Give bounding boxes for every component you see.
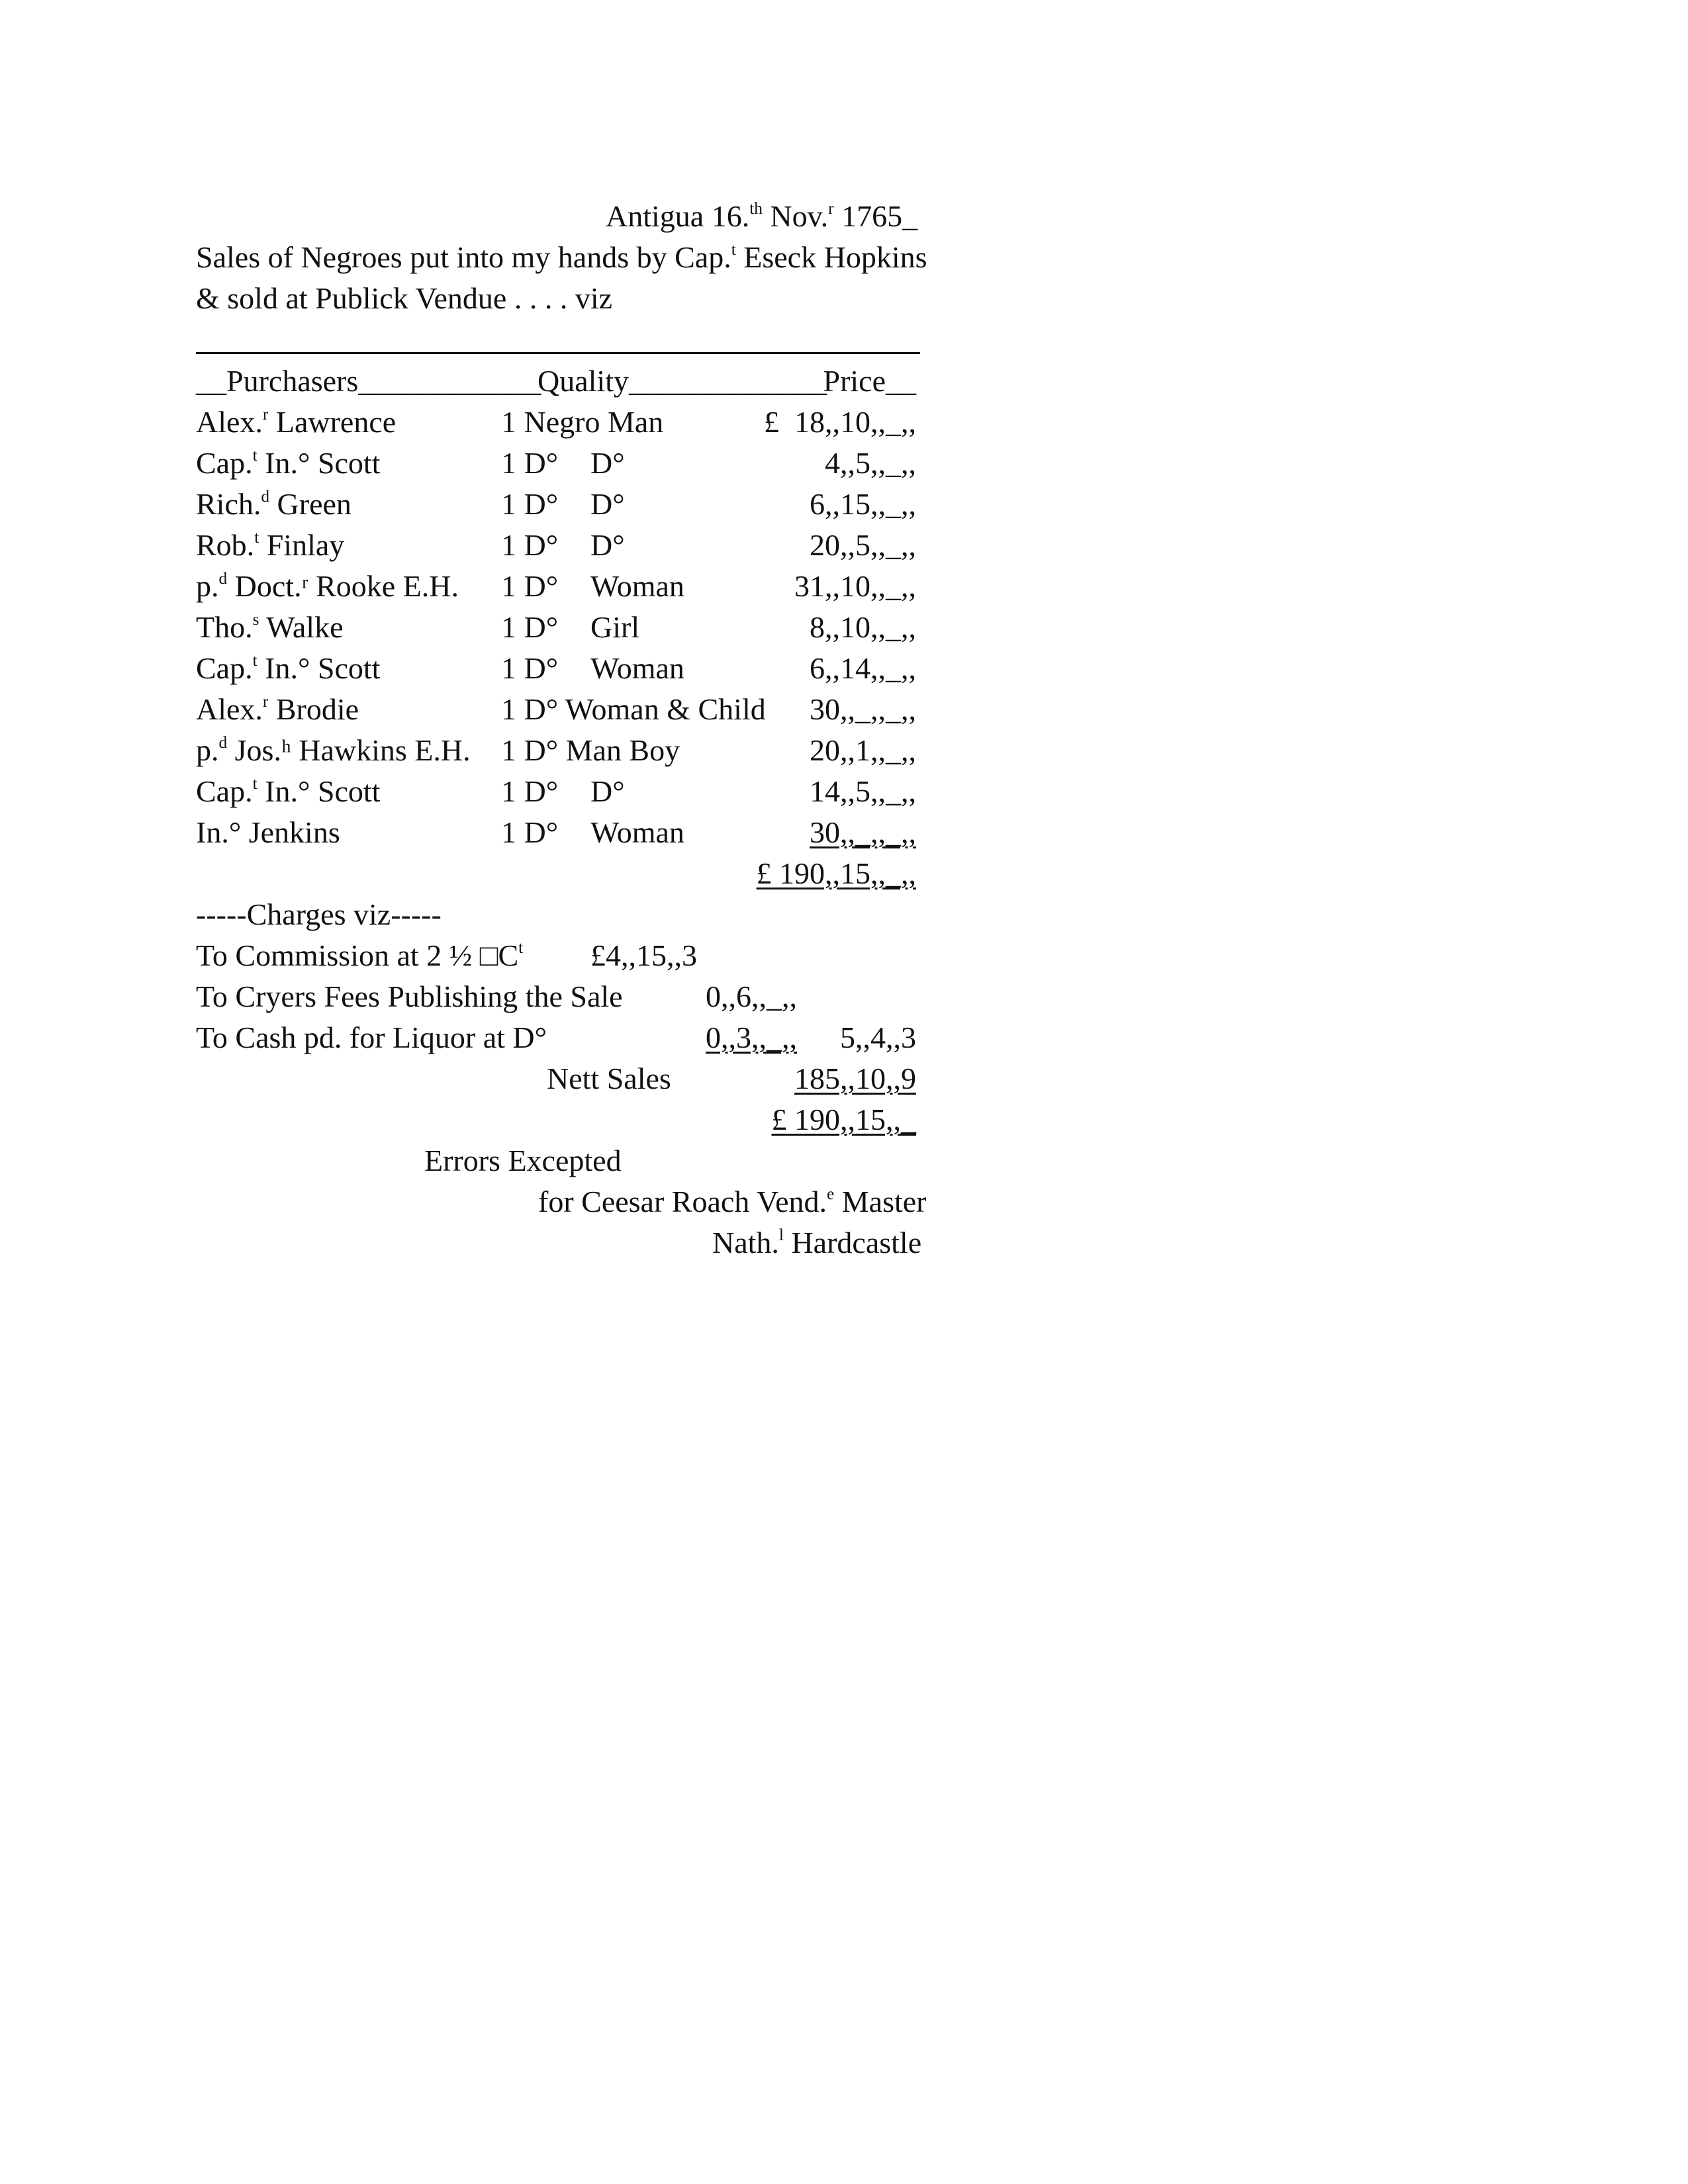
row-price: 30,,_,,_,,	[810, 692, 916, 726]
row-price: 20,,1,,_,,	[810, 733, 916, 767]
liquor-label: To Cash pd. for Liquor at D°	[196, 1021, 547, 1054]
row-quality: 1 D°	[501, 774, 559, 808]
row-quality: 1 D°	[501, 651, 559, 685]
row-quality: 1 D°	[501, 569, 559, 603]
row-quality-detail: Woman	[590, 569, 684, 603]
row-quality: 1 Negro Man	[501, 405, 664, 439]
charges-heading: -----Charges viz-----	[196, 897, 442, 931]
signatory-name: Nath.$^l$ Hardcastle	[712, 1226, 922, 1259]
liquor-amount: 0,,3,,_,,	[706, 1021, 797, 1054]
col-header-purchasers: __Purchasers____________	[196, 364, 541, 398]
col-header-price: Price__	[823, 364, 916, 398]
row-quality-detail: Girl	[590, 610, 640, 644]
row-quality: 1 D°	[501, 446, 559, 480]
row-quality: 1 D°	[501, 487, 559, 521]
row-price: 20,,5,,_,,	[810, 528, 916, 562]
row-purchaser: Tho.$^s$ Walke	[196, 610, 344, 644]
separator-rule	[196, 352, 920, 354]
row-price: 30,,_,,_,,	[810, 815, 916, 849]
row-price: 4,,5,,_,,	[825, 446, 916, 480]
row-quality: 1 D°	[501, 528, 559, 562]
row-purchaser: Rich.$^d$ Green	[196, 487, 352, 521]
row-purchaser: Alex.$^r$ Lawrence	[196, 405, 397, 439]
row-purchaser: In.° Jenkins	[196, 815, 340, 849]
row-price: £ 18,,10,,_,,	[764, 405, 916, 439]
row-quality: 1 D° Woman & Child	[501, 692, 766, 726]
col-header-quality: Quality_____________	[538, 364, 827, 398]
row-quality-detail: D°	[590, 528, 625, 562]
row-purchaser: Cap.$^t$ In.° Scott	[196, 774, 381, 808]
signature-line: for Ceesar Roach Vend.$^e$ Master	[538, 1185, 927, 1218]
row-price: 6,,15,,_,,	[810, 487, 916, 521]
row-quality-detail: D°	[590, 487, 625, 521]
grand-total: £ 190,,15,,_	[771, 1103, 916, 1136]
row-price: 14,,5,,_,,	[810, 774, 916, 808]
row-purchaser: Cap.$^t$ In.° Scott	[196, 651, 381, 685]
intro-line-1: Sales of Negroes put into my hands by Cap.$^t$ Eseck Hopkins	[196, 240, 927, 274]
nett-sales-label: Nett Sales	[547, 1062, 671, 1095]
row-price: 6,,14,,_,,	[810, 651, 916, 685]
commission-label: To Commission at 2 ½ $□C^t$	[196, 938, 524, 972]
row-quality-detail: D°	[590, 774, 625, 808]
commission-amount: £4,,15,,3	[590, 938, 697, 972]
row-quality: 1 D° Man Boy	[501, 733, 680, 767]
row-quality: 1 D°	[501, 610, 559, 644]
errors-excepted: Errors Excepted	[424, 1144, 622, 1177]
charges-total: 5,,4,,3	[840, 1021, 916, 1054]
row-quality: 1 D°	[501, 815, 559, 849]
row-purchaser: Alex.$^r$ Brodie	[196, 692, 359, 726]
row-quality-detail: Woman	[590, 815, 684, 849]
cryers-label: To Cryers Fees Publishing the Sale	[196, 979, 623, 1013]
row-purchaser: p.$^d$ Doct.ʳ Rooke E.H.	[196, 569, 459, 603]
row-purchaser: Rob.$^t$ Finlay	[196, 528, 345, 562]
row-price: 8,,10,,_,,	[810, 610, 916, 644]
intro-line-2: & sold at Publick Vendue . . . . viz	[196, 281, 613, 315]
date-line: Antigua 16.$^{th}$ Nov.$^r$ 1765_	[606, 199, 918, 233]
row-purchaser: p.$^d$ Jos.ʰ Hawkins E.H.	[196, 733, 471, 767]
row-purchaser: Cap.$^t$ In.° Scott	[196, 446, 381, 480]
sales-total: £ 190,,15,,_,,	[756, 856, 916, 890]
cryers-amount: 0,,6,,_,,	[706, 979, 797, 1013]
nett-sales-amount: 185,,10,,9	[794, 1062, 916, 1095]
row-price: 31,,10,,_,,	[794, 569, 916, 603]
row-quality-detail: D°	[590, 446, 625, 480]
row-quality-detail: Woman	[590, 651, 684, 685]
